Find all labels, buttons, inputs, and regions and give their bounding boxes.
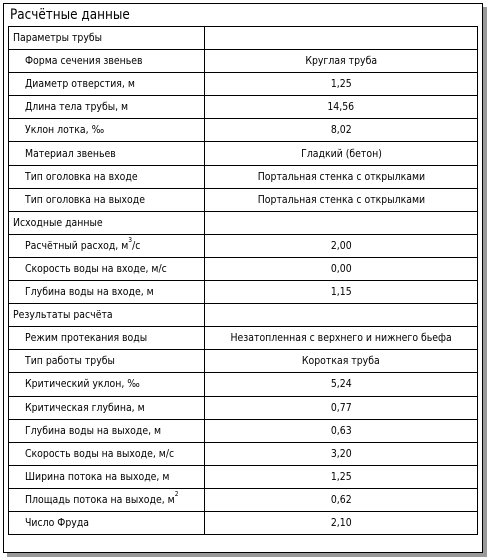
table-row xyxy=(9,373,478,396)
row-label xyxy=(9,165,205,188)
section-heading-empty-cell xyxy=(205,27,478,50)
row-label-wrap xyxy=(25,235,140,257)
row-label-text: Материал звеньев xyxy=(25,146,116,160)
row-label-wrap xyxy=(25,466,169,488)
row-label xyxy=(9,419,205,442)
section-heading xyxy=(9,27,205,50)
row-label-text: Форма сечения звеньев xyxy=(25,54,143,68)
row-value xyxy=(205,257,478,280)
table-row xyxy=(9,119,478,142)
row-label xyxy=(9,327,205,350)
table-row xyxy=(9,73,478,96)
section-heading-empty-cell xyxy=(205,211,478,234)
row-label-wrap xyxy=(25,281,154,303)
row-label-text: Число Фруда xyxy=(25,516,90,530)
row-label xyxy=(9,234,205,257)
row-value-text: Гладкий (бетон) xyxy=(300,146,382,160)
row-label-superscript: 3 xyxy=(128,235,133,244)
row-value xyxy=(205,511,478,534)
row-value xyxy=(205,188,478,211)
row-label-text: Критический уклон, ‰ xyxy=(25,377,140,391)
table-row xyxy=(9,281,478,304)
row-value xyxy=(205,73,478,96)
row-label-wrap xyxy=(25,397,145,419)
row-value-text: 0,63 xyxy=(330,423,352,437)
row-label xyxy=(9,373,205,396)
row-label-wrap xyxy=(25,512,89,534)
row-value xyxy=(205,350,478,373)
table-row xyxy=(9,165,478,188)
row-value-text: 0,62 xyxy=(330,492,352,506)
section-heading-empty-cell xyxy=(205,304,478,327)
table-row xyxy=(9,511,478,534)
section-heading-text: Результаты расчёта xyxy=(13,308,113,322)
row-label xyxy=(9,73,205,96)
row-label xyxy=(9,442,205,465)
table-row xyxy=(9,350,478,373)
row-value xyxy=(205,50,478,73)
row-value xyxy=(205,419,478,442)
row-label-text: Глубина воды на выходе, м xyxy=(25,423,162,437)
row-value xyxy=(205,442,478,465)
section-heading xyxy=(9,304,205,327)
row-label-text: Тип работы трубы xyxy=(25,354,115,368)
row-label-text: Уклон лотка, ‰ xyxy=(25,123,105,137)
row-label-wrap xyxy=(25,443,174,465)
row-value xyxy=(205,396,478,419)
row-label-wrap xyxy=(25,119,104,141)
row-label-wrap xyxy=(25,73,135,95)
row-value-text: Портальная стенка с открылками xyxy=(257,169,425,183)
row-value-text: Круглая труба xyxy=(305,54,377,68)
row-value-text: Короткая труба xyxy=(302,354,380,368)
row-value xyxy=(205,373,478,396)
row-value xyxy=(205,488,478,511)
section-heading-text: Исходные данные xyxy=(13,215,103,229)
section-header-row xyxy=(9,27,478,50)
row-label xyxy=(9,142,205,165)
row-label-text: Тип оголовка на выходе xyxy=(25,192,145,206)
row-value-text: 1,25 xyxy=(330,469,352,483)
row-label-text: Тип оголовка на входе xyxy=(25,169,138,183)
row-value-text: 3,20 xyxy=(330,446,352,460)
row-label-text: Диаметр отверстия, м xyxy=(25,77,135,91)
row-value xyxy=(205,119,478,142)
table-row xyxy=(9,327,478,350)
table-row xyxy=(9,96,478,119)
table-row xyxy=(9,234,478,257)
sheet-title: Расчётные данные xyxy=(10,7,130,23)
section-header-row xyxy=(9,211,478,234)
row-value-text: 2,10 xyxy=(330,516,352,530)
row-label xyxy=(9,119,205,142)
row-label-text: Ширина потока на выходе, м xyxy=(25,469,170,483)
section-heading xyxy=(9,211,205,234)
row-value xyxy=(205,234,478,257)
row-label-text: Площадь потока на выходе, м xyxy=(25,492,175,506)
row-value xyxy=(205,142,478,165)
table-row xyxy=(9,396,478,419)
section-header-row xyxy=(9,304,478,327)
table-row xyxy=(9,488,478,511)
row-label xyxy=(9,465,205,488)
row-value-text: 2,00 xyxy=(330,238,352,252)
row-label xyxy=(9,511,205,534)
calc-data-table xyxy=(8,26,478,535)
table-row xyxy=(9,419,478,442)
table-row xyxy=(9,257,478,280)
row-value-text: 8,02 xyxy=(330,123,352,137)
row-label-wrap xyxy=(25,489,179,511)
section-heading-text: Параметры трубы xyxy=(13,31,103,45)
row-label-text: Длина тела трубы, м xyxy=(25,100,129,114)
row-label-wrap xyxy=(25,166,138,188)
row-label-wrap xyxy=(25,327,147,349)
row-label xyxy=(9,96,205,119)
row-label xyxy=(9,257,205,280)
row-value-text: 0,00 xyxy=(330,261,352,275)
row-label-wrap xyxy=(25,420,161,442)
row-label-wrap xyxy=(25,350,115,372)
row-label-text: Глубина воды на входе, м xyxy=(25,285,154,299)
table-row xyxy=(9,442,478,465)
row-label-tail: /с xyxy=(132,238,141,252)
row-label xyxy=(9,281,205,304)
row-label xyxy=(9,188,205,211)
row-label-text: Скорость воды на входе, м/с xyxy=(25,261,167,275)
row-value-text: 1,25 xyxy=(330,77,352,91)
row-value-text: 5,24 xyxy=(330,377,352,391)
row-value-text: 14,56 xyxy=(327,100,355,114)
row-value-text: Незатопленная с верхнего и нижнего бьефа xyxy=(230,331,452,345)
row-label xyxy=(9,50,205,73)
row-label-wrap xyxy=(25,143,116,165)
row-value-text: 0,77 xyxy=(330,400,352,414)
row-value-text: 1,15 xyxy=(330,285,352,299)
row-label-text: Режим протекания воды xyxy=(25,331,148,345)
calc-data-sheet xyxy=(3,3,483,553)
row-label-wrap xyxy=(25,50,143,72)
row-value xyxy=(205,465,478,488)
row-label-text: Расчётный расход, м xyxy=(25,238,129,252)
row-label-wrap xyxy=(25,258,167,280)
row-value xyxy=(205,281,478,304)
row-value xyxy=(205,165,478,188)
table-row xyxy=(9,188,478,211)
row-label xyxy=(9,488,205,511)
row-label xyxy=(9,396,205,419)
row-label-wrap xyxy=(25,96,128,118)
row-label-text: Скорость воды на выходе, м/с xyxy=(25,446,175,460)
row-label-wrap xyxy=(25,373,140,395)
row-label-superscript: 2 xyxy=(174,489,179,498)
row-value xyxy=(205,327,478,350)
row-value-text: Портальная стенка с открылками xyxy=(257,192,425,206)
table-row xyxy=(9,50,478,73)
row-label-wrap xyxy=(25,189,145,211)
row-label-text: Критическая глубина, м xyxy=(25,400,145,414)
row-value xyxy=(205,96,478,119)
calc-data-body xyxy=(9,27,478,535)
row-label xyxy=(9,350,205,373)
table-row xyxy=(9,142,478,165)
table-row xyxy=(9,465,478,488)
